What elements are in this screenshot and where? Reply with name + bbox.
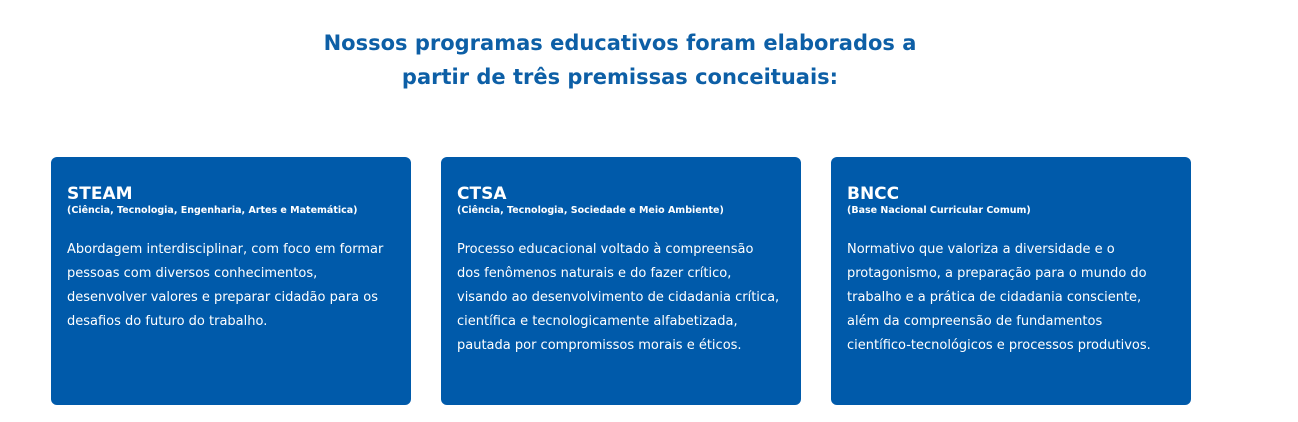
card-description-line: desafios do futuro do trabalho.: [67, 314, 268, 329]
card-description-line: científica e tecnologicamente alfabetizada,: [457, 314, 738, 329]
section-heading-line-1: Nossos programas educativos foram elaborados a: [323, 31, 917, 55]
card-title: STEAM: [67, 184, 133, 204]
card-description-line: pessoas com diversos conhecimentos,: [67, 266, 318, 281]
card-subtitle: (Ciência, Tecnologia, Sociedade e Meio Ambiente): [457, 205, 724, 216]
card-description-line: científico-tecnológicos e processos produtivos.: [847, 338, 1151, 353]
card-description-line: Abordagem interdisciplinar, com foco em formar: [67, 242, 384, 257]
card-description-line: pautada por compromissos morais e éticos.: [457, 338, 742, 353]
card-title: CTSA: [457, 184, 507, 204]
card-bncc: [831, 157, 1191, 405]
card-steam: [51, 157, 411, 405]
card-description-line: dos fenômenos naturais e do fazer crítico,: [457, 266, 732, 281]
card-subtitle: (Base Nacional Curricular Comum): [847, 205, 1031, 216]
card-description-line: trabalho e a prática de cidadania consciente,: [847, 290, 1142, 305]
card-description-line: visando ao desenvolvimento de cidadania crítica,: [457, 290, 780, 305]
card-description: [67, 238, 395, 334]
card-title: BNCC: [847, 184, 900, 204]
card-ctsa: [441, 157, 801, 405]
card-description-line: Normativo que valoriza a diversidade e o: [847, 242, 1115, 257]
card-description-line: além da compreensão de fundamentos: [847, 314, 1103, 329]
card-subtitle: (Ciência, Tecnologia, Engenharia, Artes e Matemática): [67, 205, 358, 216]
card-description-line: desenvolver valores e preparar cidadão para os: [67, 290, 378, 305]
card-description-line: Processo educacional voltado à compreensão: [457, 242, 754, 257]
card-description-line: protagonismo, a preparação para o mundo do: [847, 266, 1147, 281]
section-heading-line-2: partir de três premissas conceituais:: [401, 65, 839, 89]
section-heading: [320, 26, 920, 94]
card-description: [457, 238, 785, 358]
card-description: [847, 238, 1175, 358]
